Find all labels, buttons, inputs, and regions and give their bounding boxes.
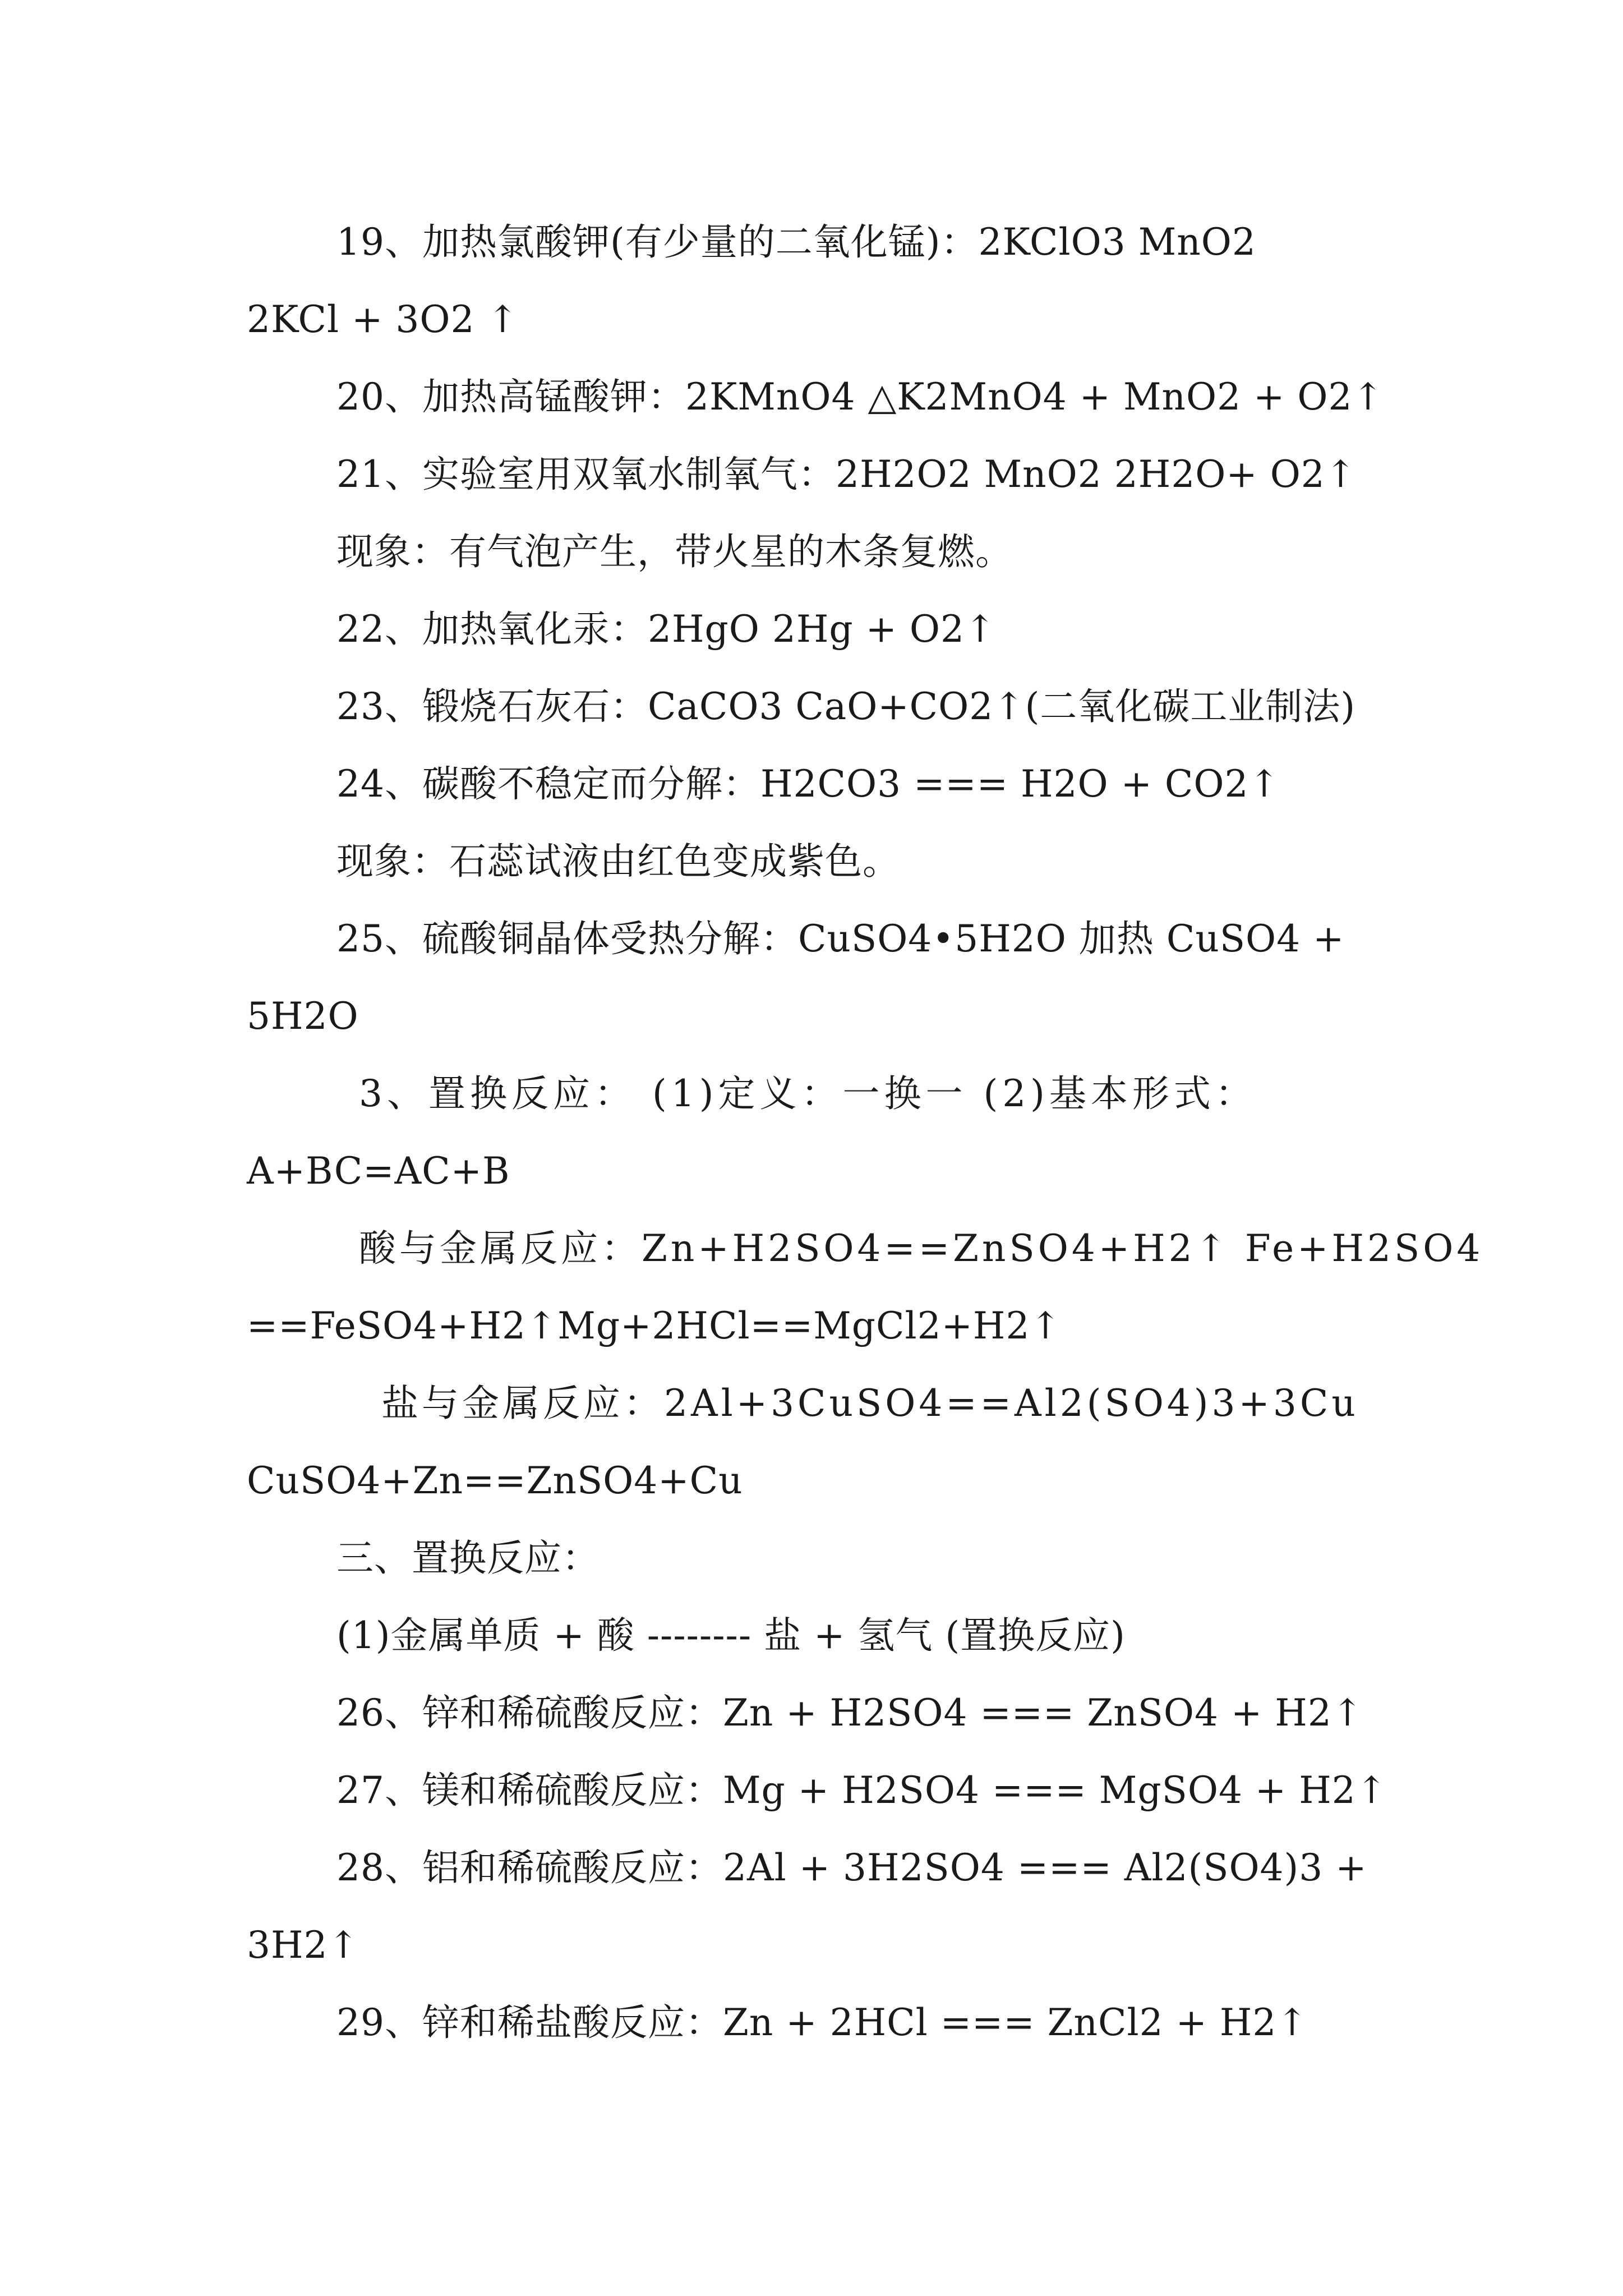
text-line-metal-acid: (1)金属单质 + 酸 -------- 盐 + 氢气 (置换反应) xyxy=(336,1614,1126,1657)
text-line-acid-metal-cont: ==FeSO4+H2↑Mg+2HCl==MgCl2+H2↑ xyxy=(247,1304,1062,1347)
text-line-acid-metal: 酸与金属反应：Zn+H2SO4==ZnSO4+H2↑ Fe+H2SO4 xyxy=(359,1227,1484,1270)
text-line-22: 22、加热氧化汞：2HgO 2Hg + O2↑ xyxy=(336,608,997,651)
text-line-20: 20、加热高锰酸钾：2KMnO4 △K2MnO4 + MnO2 + O2↑ xyxy=(336,375,1384,418)
text-line-29: 29、锌和稀盐酸反应：Zn + 2HCl === ZnCl2 + H2↑ xyxy=(336,2001,1308,2044)
text-line-salt-metal: 盐与金属反应：2Al+3CuSO4==Al2(SO4)3+3Cu xyxy=(381,1382,1359,1425)
text-line-21-phenomenon: 现象：有气泡产生，带火星的木条复燃。 xyxy=(336,530,1013,573)
text-line-19-cont: 2KCl + 3O2 ↑ xyxy=(247,298,519,341)
text-line-basic-form: A+BC=AC+B xyxy=(247,1149,510,1193)
text-line-salt-metal-cont: CuSO4+Zn==ZnSO4+Cu xyxy=(247,1459,743,1502)
text-line-27: 27、镁和稀硫酸反应：Mg + H2SO4 === MgSO4 + H2↑ xyxy=(336,1769,1388,1812)
text-line-19: 19、加热氯酸钾(有少量的二氧化锰)：2KClO3 MnO2 xyxy=(336,220,1256,264)
text-line-24: 24、碳酸不稳定而分解：H2CO3 === H2O + CO2↑ xyxy=(336,762,1280,806)
text-line-25-cont: 5H2O xyxy=(247,995,359,1038)
text-line-28-cont: 3H2↑ xyxy=(247,1924,359,1967)
text-line-21: 21、实验室用双氧水制氧气：2H2O2 MnO2 2H2O+ O2↑ xyxy=(336,453,1357,496)
section-heading-three: 三、置换反应： xyxy=(336,1536,600,1580)
text-line-24-phenomenon: 现象：石蕊试液由红色变成紫色。 xyxy=(336,840,900,883)
section-heading-displacement: 3、置换反应： (1)定义：一换一 (2)基本形式： xyxy=(359,1072,1257,1115)
text-line-26: 26、锌和稀硫酸反应：Zn + H2SO4 === ZnSO4 + H2↑ xyxy=(336,1691,1364,1734)
text-line-25: 25、硫酸铜晶体受热分解：CuSO4•5H2O 加热 CuSO4 + xyxy=(336,917,1345,960)
text-line-28: 28、铝和稀硫酸反应：2Al + 3H2SO4 === Al2(SO4)3 + xyxy=(336,1846,1367,1889)
text-line-23: 23、锻烧石灰石：CaCO3 CaO+CO2↑(二氧化碳工业制法) xyxy=(336,685,1356,728)
